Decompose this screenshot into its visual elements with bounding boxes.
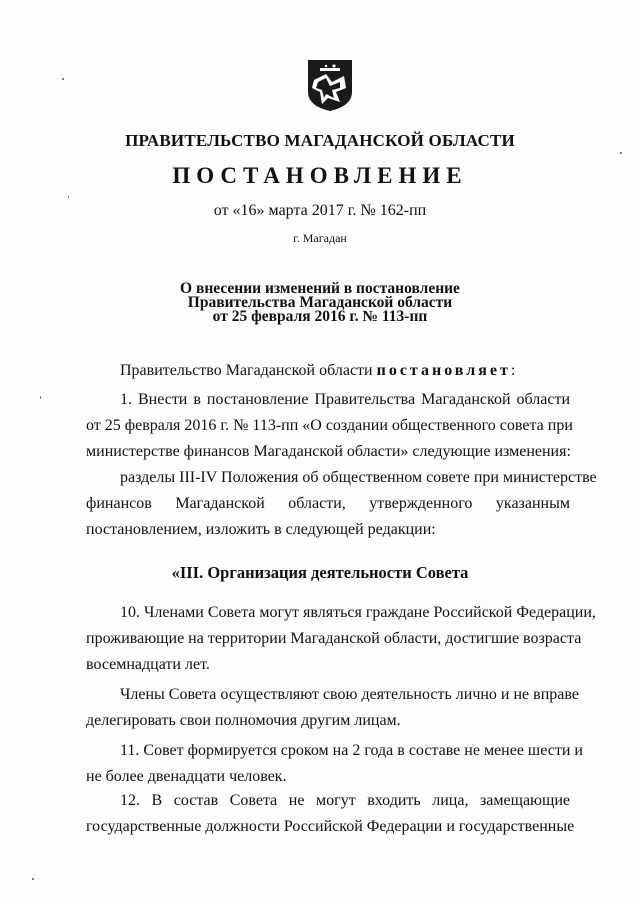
- p10-line: 10. Членами Совета могут являться граждане Российской Федерации,: [120, 604, 596, 621]
- subject-line: Правительства Магаданской области: [187, 294, 453, 311]
- members-line: делегировать свои полномочия другим лицам.: [86, 712, 401, 729]
- document-city: г. Магадан: [293, 231, 347, 245]
- p12-line: государственные должности Российской Федерации и государственные: [86, 818, 575, 835]
- sections-para-word: утвержденного: [369, 495, 473, 512]
- sections-para-line: [86, 495, 570, 513]
- document-type: ПОСТАНОВЛЕНИЕ: [172, 163, 468, 188]
- scan-speck: [32, 878, 34, 880]
- preamble-lead: Правительство Магаданской области: [120, 362, 377, 379]
- preamble: [86, 362, 570, 380]
- sections-para-line: разделы III-IV Положения об общественном совете при министерстве: [120, 469, 597, 486]
- item1-line: 1. Внести в постановление Правительства Магаданской области: [120, 391, 570, 408]
- sections-para-word: области,: [288, 495, 346, 512]
- decree-word: постановляет: [376, 362, 511, 379]
- sections-para-word: указанным: [495, 495, 570, 512]
- scan-speck: [620, 152, 622, 154]
- p10-line: восемнадцати лет.: [86, 656, 210, 673]
- p11-line: не более двенадцати человек.: [86, 768, 287, 785]
- coat-of-arms-emblem: [306, 58, 354, 112]
- preamble-tail: :: [510, 362, 516, 379]
- scan-speck: [68, 196, 69, 198]
- sections-para-line: постановлением, изложить в следующей редакции:: [86, 521, 436, 538]
- item1-line: от 25 февраля 2016 г. № 113-пп «О создании общественного совета при: [86, 417, 573, 434]
- subject-line: от 25 февраля 2016 г. № 113-пп: [212, 308, 428, 325]
- document-date-number: от «16» марта 2017 г. № 162-пп: [213, 202, 427, 219]
- scan-speck: [62, 78, 64, 80]
- subject-line: О внесении изменений в постановление: [180, 280, 460, 297]
- government-title: ПРАВИТЕЛЬСТВО МАГАДАНСКОЙ ОБЛАСТИ: [125, 131, 515, 150]
- section-heading: «III. Организация деятельности Совета: [171, 563, 469, 582]
- item1-line: министерстве финансов Магаданской области» следующие изменения:: [86, 443, 571, 460]
- p10-line: проживающие на территории Магаданской области, достигшие возраста: [86, 630, 582, 647]
- scan-speck: [40, 396, 41, 399]
- p11-line: 11. Совет формируется сроком на 2 года в составе не менее шести и: [120, 742, 583, 759]
- sections-para-word: Магаданской: [175, 495, 265, 512]
- members-line: Члены Совета осуществляют свою деятельность лично и не вправе: [120, 686, 579, 703]
- p12-line: 12. В состав Совета не могут входить лица, замещающие: [120, 792, 570, 809]
- sections-para-word: финансов: [86, 495, 152, 512]
- document-subject: [0, 282, 640, 324]
